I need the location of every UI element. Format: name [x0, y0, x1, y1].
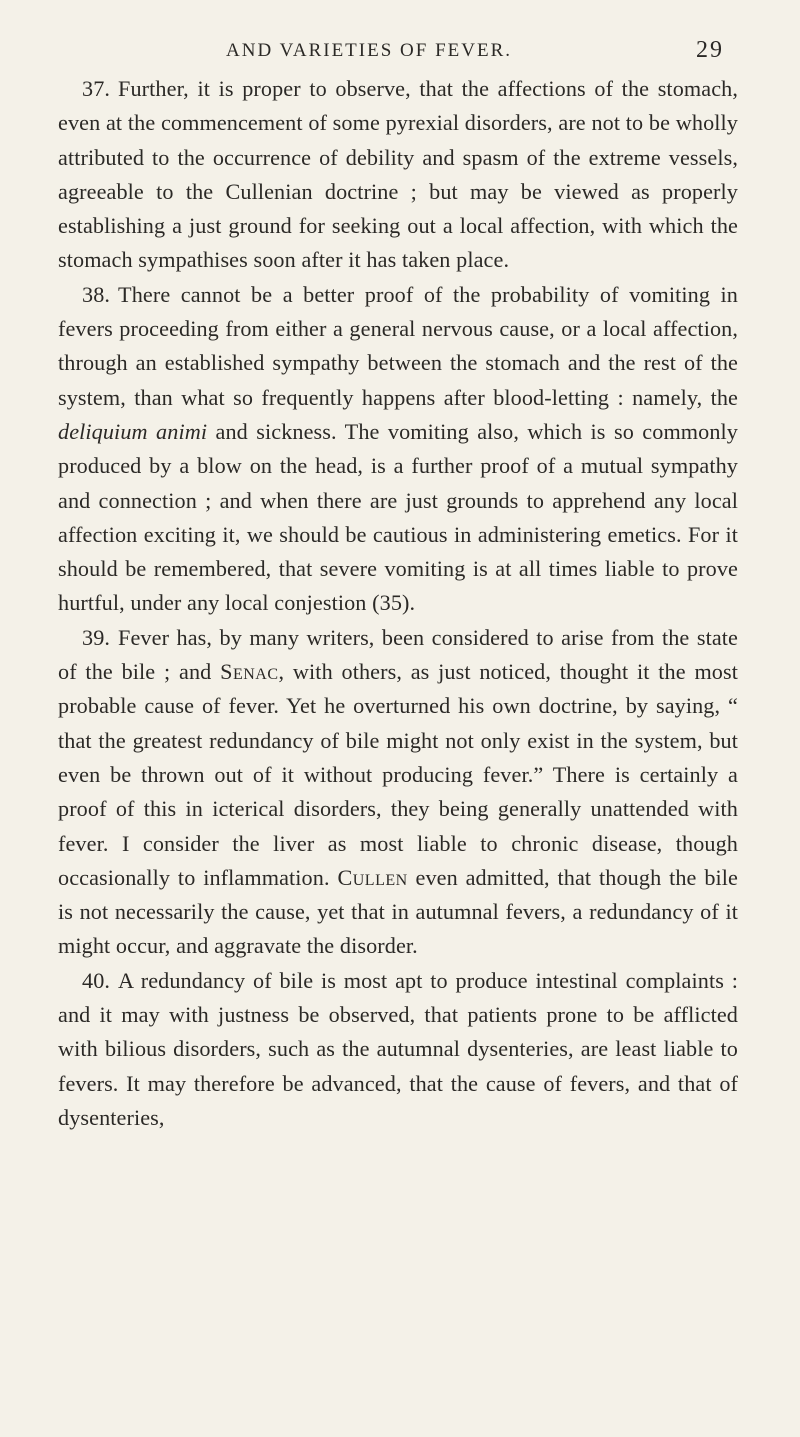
- paragraph-number: 38.: [82, 281, 111, 307]
- paragraph-40: [58, 964, 738, 1135]
- paragraph-text: even admitted, that though the bile is not necessarily the cause, yet that in autumnal fevers, a redundancy of it might occur, and aggravate the disorder.: [58, 864, 738, 959]
- paragraph-37: [58, 72, 738, 278]
- paragraph-number: 37.: [82, 76, 111, 101]
- paragraph-text: There cannot be a better proof of the probability of vomiting in fevers proceeding from either a general nervous cause, or a local affection, through an established sympathy between the stomach and the rest of the system, than what so frequently happens after blood-letting : namely, the: [58, 281, 738, 410]
- paragraph-38: [58, 278, 738, 621]
- paragraph-text: and sickness. The vomiting also, which is so commonly produced by a blow on the head, is a further proof of a mutual sympathy and connection ; and when there are just grounds to apprehend any local affection exciting it, we should be cautious in administering emetics. For it should be remembered, that severe vomiting is at all times liable to prove hurtful, under any local conjestion (35).: [58, 418, 738, 616]
- body-text: [58, 72, 738, 1135]
- author-name: Cullen: [337, 864, 408, 890]
- author-name: Senac: [220, 659, 279, 685]
- paragraph-number: 39.: [82, 624, 111, 650]
- latin-term: deliquium animi: [58, 418, 208, 444]
- page-number: 29: [696, 37, 724, 63]
- paragraph-text: , with others, as just noticed, thought it the most probable cause of fever. Yet he overturned his own doctrine, by saying, “ that the greatest redundancy of bile might not only exist in the system, but even be thrown out of it without producing fever.” There is certainly a proof of this in icterical disorders, they being generally unattended with fever. I consider the liver as most liable to chronic disease, though occasionally to inflammation.: [58, 659, 738, 890]
- paragraph-text: Further, it is proper to observe, that the affections of the stomach, even at the commencement of some pyrexial disorders, are not to be wholly attributed to the occurrence of debility and spasm of the extreme vessels, agreeable to the Cullenian doctrine ; but may be viewed as properly establishing a just ground for seeking out a local affection, with which the stomach sympathises soon after it has taken place.: [58, 76, 738, 273]
- paragraph-text: Fever has, by many writers, been considered to arise from the state of the bile ; and: [58, 624, 738, 685]
- paragraph-text: A redundancy of bile is most apt to produce intestinal complaints : and it may with justness be observed, that patients prone to be afflicted with bilious disorders, such as the autumnal dysenteries, are least liable to fevers. It may therefore be advanced, that the cause of fevers, and that of dysenteries,: [58, 967, 738, 1130]
- paragraph-number: 40.: [82, 967, 111, 993]
- running-title: AND VARIETIES OF FEVER.: [226, 40, 512, 61]
- paragraph-39: [58, 621, 738, 964]
